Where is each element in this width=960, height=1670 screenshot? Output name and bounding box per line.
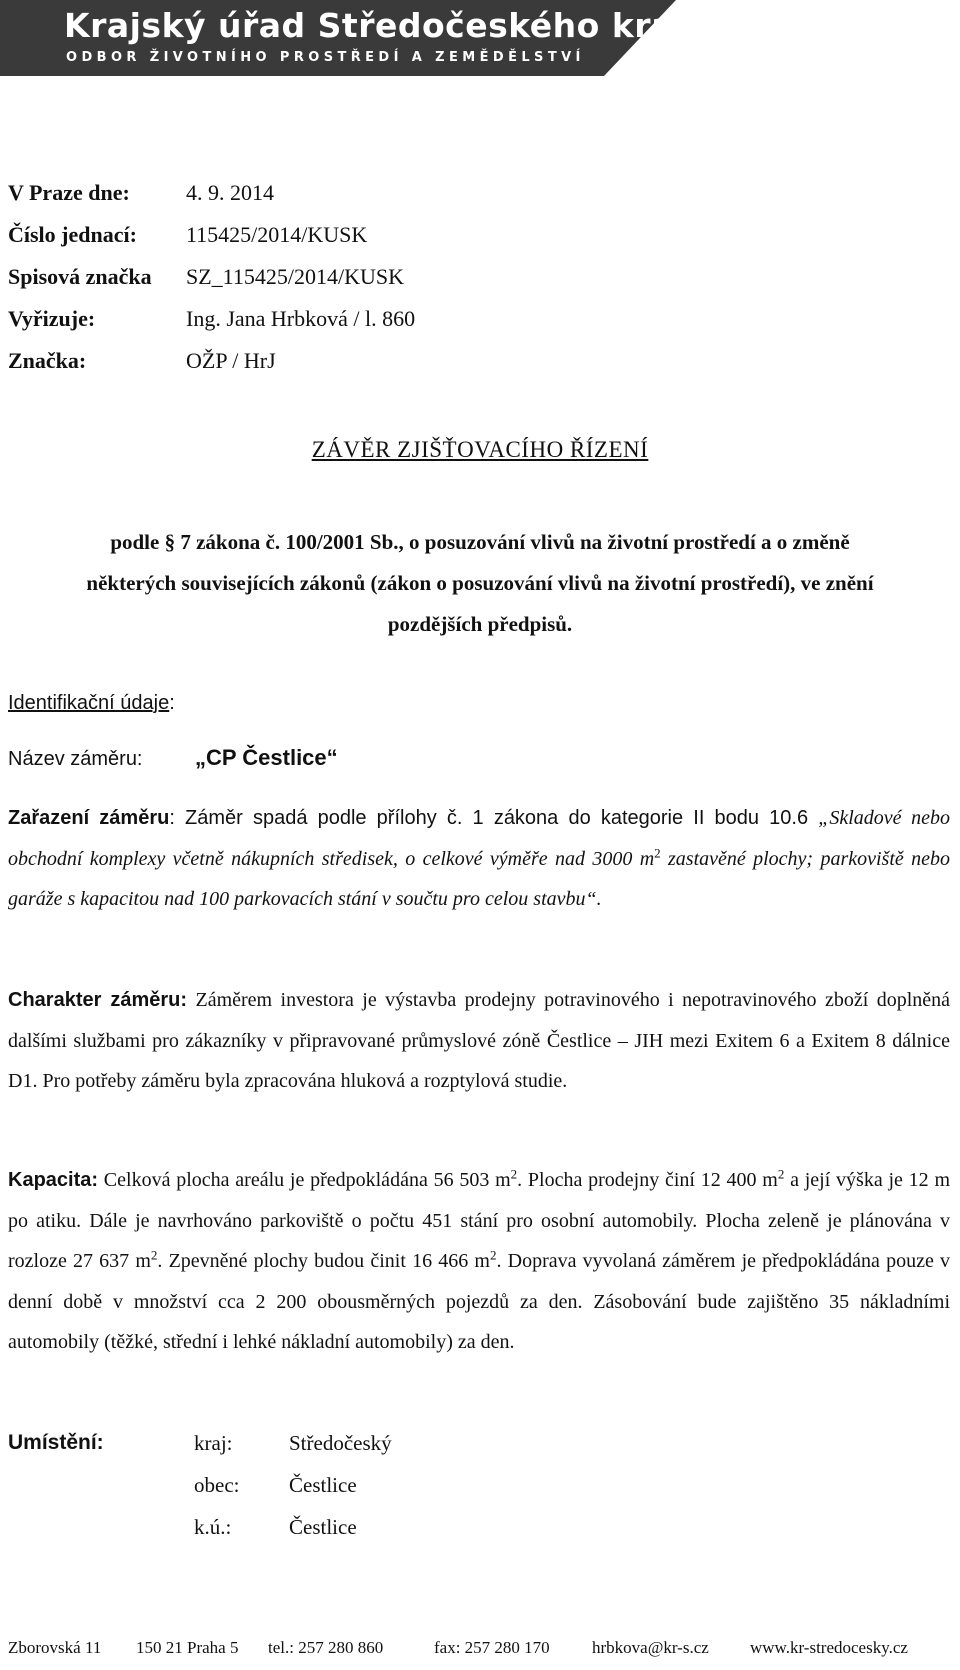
- project-name-value: „CP Čestlice“: [195, 745, 338, 770]
- meta-value: Ing. Jana Hrbková / l. 860: [186, 306, 416, 331]
- footer-address: Zborovská 11: [8, 1638, 102, 1657]
- superscript: 2: [654, 844, 661, 860]
- location-key: obec:: [194, 1473, 240, 1497]
- meta-label: Spisová značka: [8, 264, 152, 289]
- superscript: 2: [489, 1247, 497, 1263]
- legal-basis-line: některých souvisejících zákonů (zákon o posuzování vlivů na životní prostředí), ve znění: [86, 571, 874, 595]
- superscript: 2: [777, 1166, 785, 1182]
- character-paragraph: [8, 980, 950, 1102]
- meta-label: V Praze dne:: [8, 180, 130, 205]
- footer-phone: tel.: 257 280 860: [268, 1638, 384, 1657]
- capacity-text: a její výška je 12 m po atiku. Dále je navrhováno parkoviště o počtu 451 stání pro osobní automobily. Plocha zeleně je plánována v rozloze 27 637 m: [8, 1169, 951, 1272]
- identification-heading-colon: :: [169, 692, 175, 714]
- classification-quote-end: zastavěné plochy; parkoviště nebo garáže s kapacitou nad 100 parkovacích stání v součtu pro celou stavbu“.: [8, 847, 950, 910]
- meta-value: 4. 9. 2014: [186, 180, 274, 205]
- superscript: 2: [150, 1247, 158, 1263]
- capacity-text: Celková plocha areálu je předpokládána 56 503 m: [98, 1169, 511, 1191]
- location-key: kraj:: [194, 1431, 233, 1455]
- capacity-paragraph: [8, 1160, 950, 1363]
- meta-value: SZ_115425/2014/KUSK: [186, 264, 404, 289]
- location-value: Čestlice: [289, 1473, 357, 1497]
- location-label: Umístění:: [8, 1431, 104, 1454]
- footer-email[interactable]: hrbkova@kr-s.cz: [592, 1638, 709, 1657]
- character-text: Záměrem investora je výstavba prodejny potravinového i nepotravinového zboží doplněná dalšími službami pro zákazníky v připravované průmyslové zóně Čestlice – JIH mezi Exitem 6 a Exitem 8 dálnice D1. Pro potřeby záměru byla zpracována hluková a rozptylová studie.: [8, 989, 951, 1092]
- meta-value: OŽP / HrJ: [186, 348, 276, 373]
- meta-label: Číslo jednací:: [8, 222, 137, 247]
- classification-label: Zařazení záměru: [8, 807, 170, 829]
- capacity-label: Kapacita:: [8, 1169, 99, 1191]
- legal-basis: [0, 522, 960, 645]
- meta-label: Vyřizuje:: [8, 306, 96, 331]
- document-title: ZÁVĚR ZJIŠŤOVACÍHO ŘÍZENÍ: [311, 437, 649, 462]
- location-key: k.ú.:: [194, 1515, 232, 1539]
- identification-heading-text: Identifikační údaje: [8, 692, 170, 714]
- character-label: Charakter záměru:: [8, 989, 188, 1011]
- footer-city: 150 21 Praha 5: [136, 1638, 239, 1657]
- capacity-text: . Plocha prodejny činí 12 400 m: [517, 1169, 778, 1191]
- project-name-label: Název záměru:: [8, 748, 143, 770]
- footer-fax: fax: 257 280 170: [434, 1638, 550, 1657]
- authority-name: Krajský úřad Středočeského kraje: [64, 6, 709, 45]
- letterhead-banner: [0, 0, 709, 76]
- meta-value: 115425/2014/KUSK: [186, 222, 368, 247]
- classification-paragraph: [8, 798, 950, 920]
- superscript: 2: [510, 1166, 518, 1182]
- classification-quote: „Skladové nebo obchodní komplexy včetně nákupních středisek, o celkové výměře nad 3000 m: [8, 807, 951, 870]
- footer-contact: [0, 1638, 960, 1662]
- classification-text: : Záměr spadá podle přílohy č. 1 zákona do kategorie II bodu 10.6: [169, 807, 819, 829]
- identification-heading: [8, 692, 175, 715]
- capacity-text: . Doprava vyvolaná záměrem je předpokládána pouze v denní době v množství cca 2 200 obousměrných pojezdů za den. Zásobování bude zajištěno 35 nákladními automobily (těžké, střední i lehké nákladní automobily) za den.: [8, 1250, 950, 1353]
- legal-basis-line: podle § 7 zákona č. 100/2001 Sb., o posuzování vlivů na životní prostředí a o změně: [110, 530, 850, 554]
- location-value: Středočeský: [289, 1431, 392, 1455]
- footer-website[interactable]: www.kr-stredocesky.cz: [750, 1638, 908, 1657]
- legal-basis-line: pozdějších předpisů.: [387, 612, 573, 636]
- location-value: Čestlice: [289, 1515, 357, 1539]
- meta-label: Značka:: [8, 348, 87, 373]
- capacity-text: . Zpevněné plochy budou činit 16 466 m: [157, 1250, 490, 1272]
- department-name: ODBOR ŽIVOTNÍHO PROSTŘEDÍ A ZEMĚDĚLSTVÍ: [66, 50, 585, 65]
